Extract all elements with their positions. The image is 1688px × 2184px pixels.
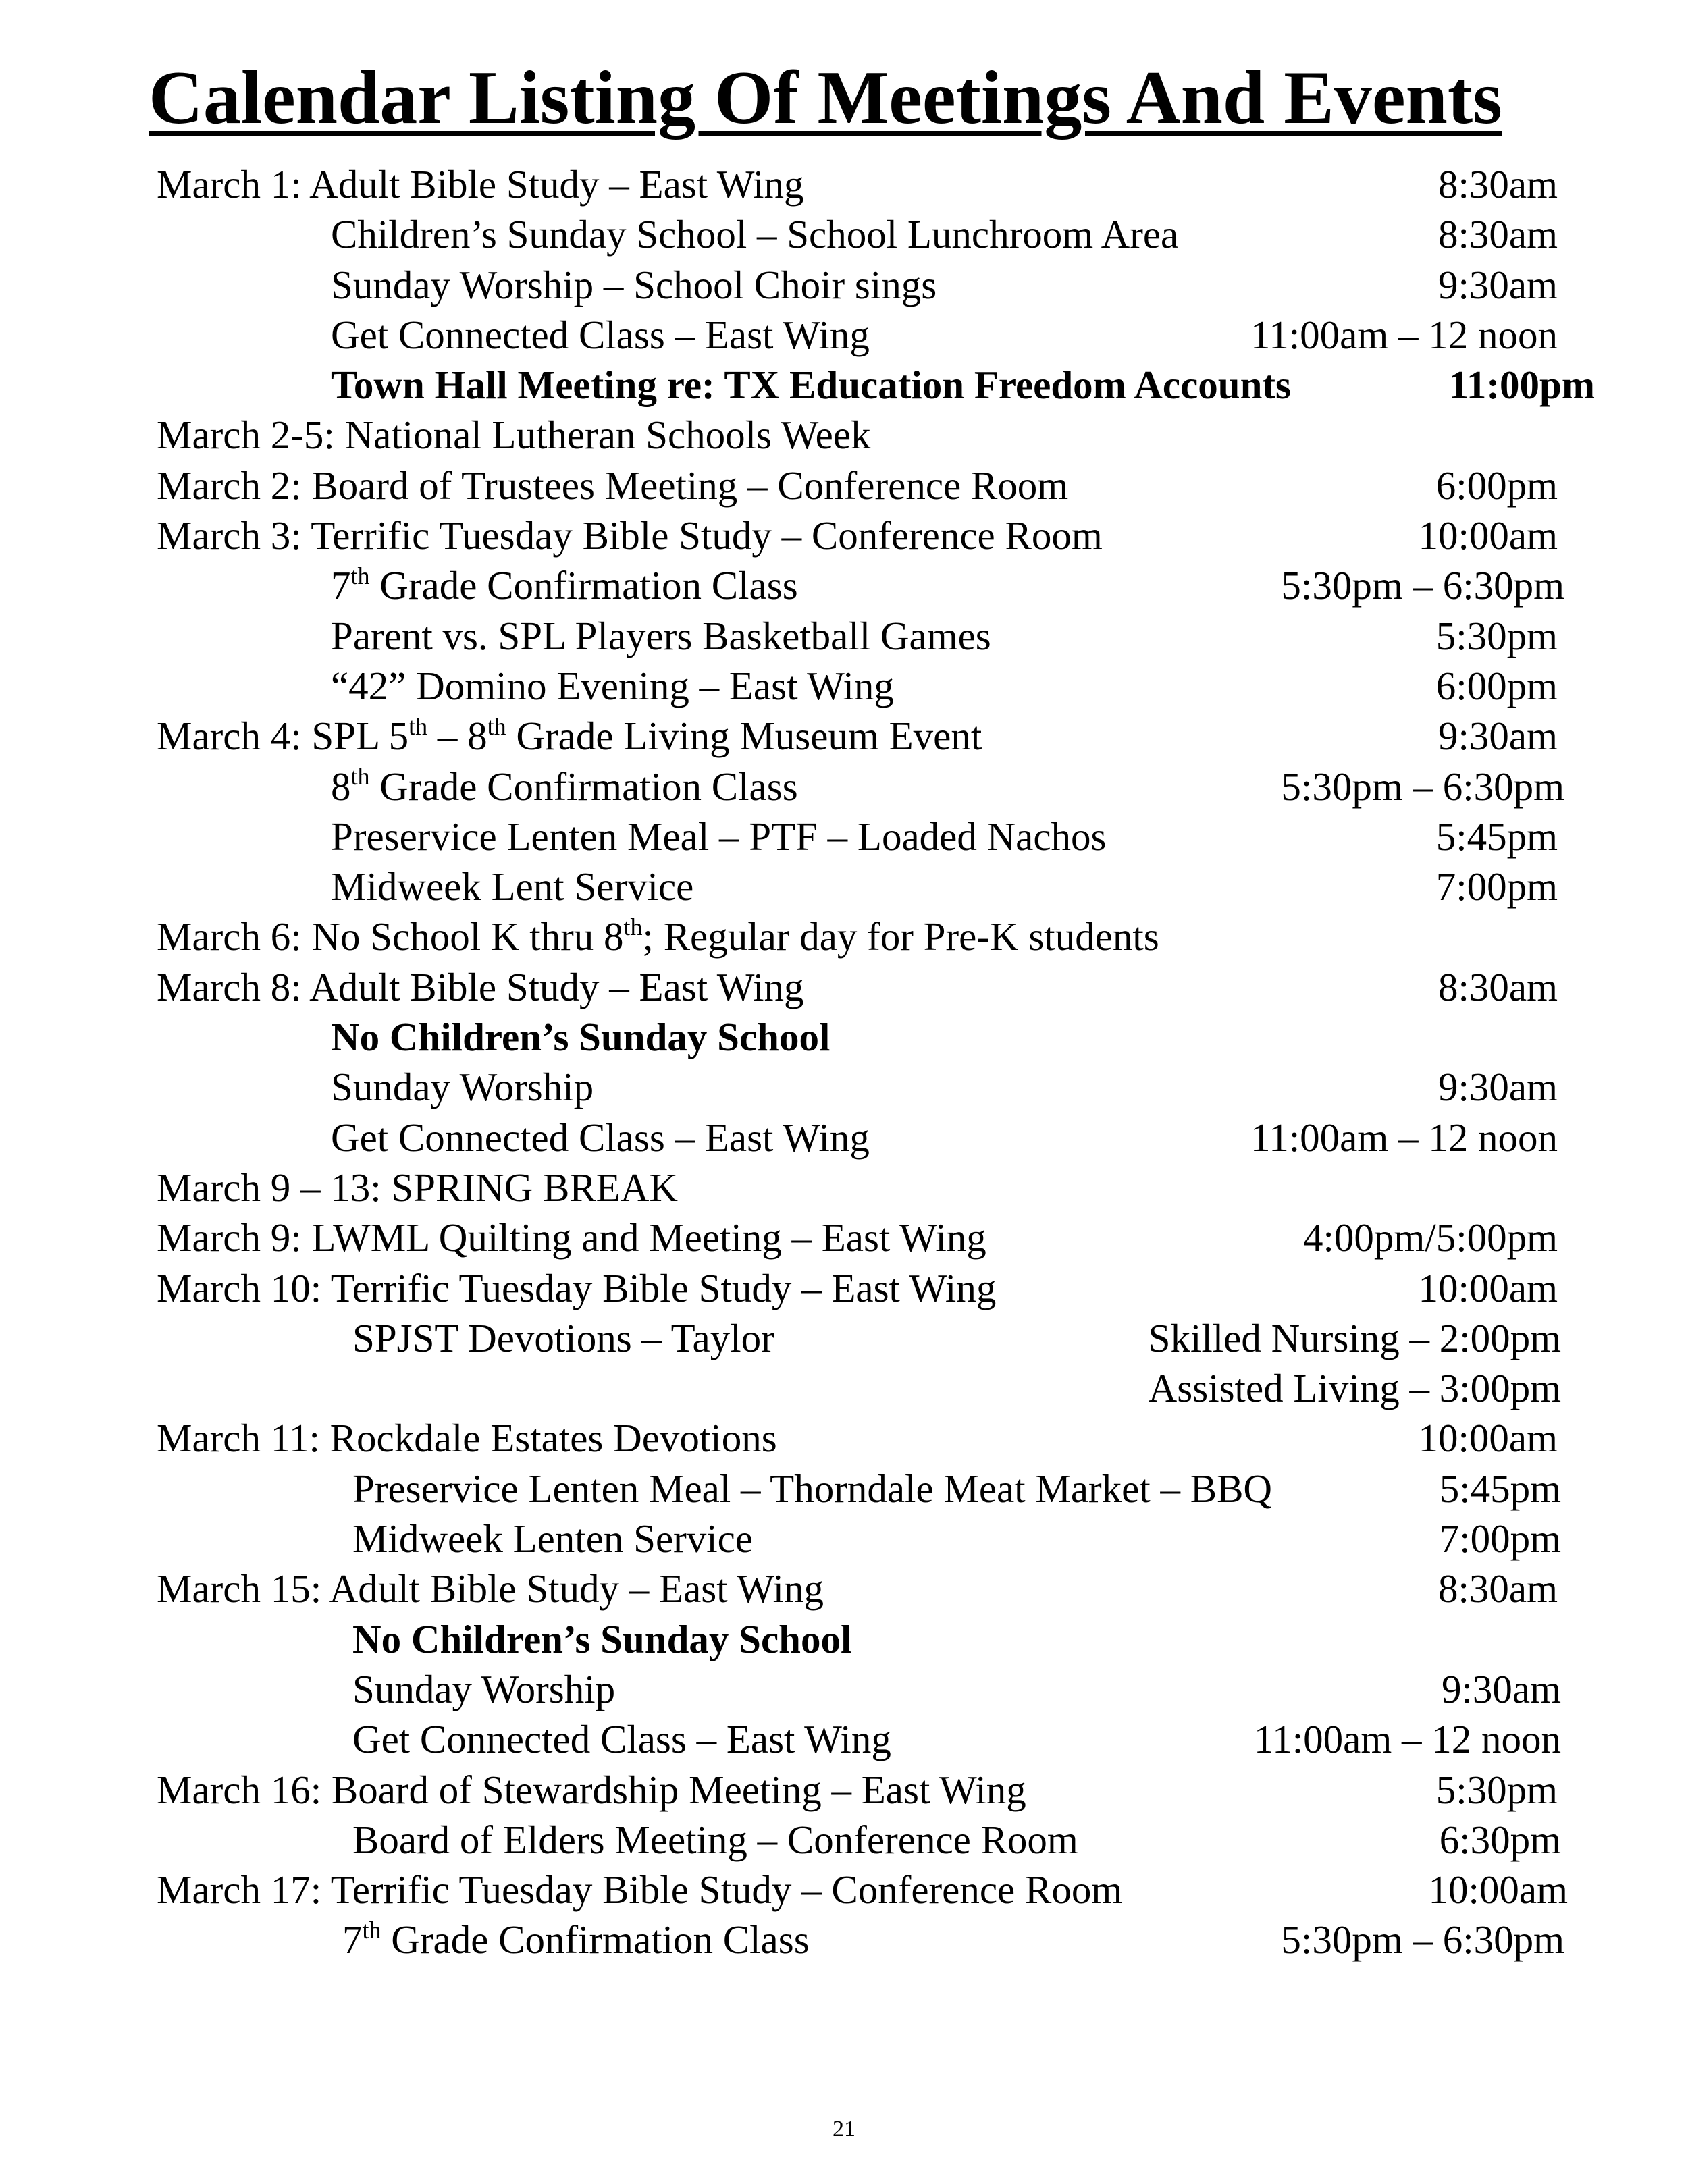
- event-label: Get Connected Class – East Wing: [331, 312, 870, 357]
- event-time: 6:00pm: [1435, 462, 1558, 508]
- event-label: No Children’s Sunday School: [352, 1616, 852, 1661]
- event-time: 7:00pm: [1439, 1516, 1561, 1562]
- listing-row: [157, 811, 1558, 861]
- listing-row: [157, 1263, 1558, 1313]
- listing-row: [157, 661, 1558, 711]
- event-time: 11:00pm: [1448, 363, 1595, 408]
- event-label: Preservice Lenten Meal – PTF – Loaded Nachos: [331, 814, 1107, 859]
- event-label: Sunday Worship – School Choir sings: [331, 262, 937, 307]
- event-time: 5:45pm: [1435, 814, 1558, 859]
- listing-row: [157, 1163, 1558, 1213]
- event-time: 5:30pm: [1435, 613, 1558, 658]
- listing-row: [157, 762, 1564, 811]
- event-label: March 16: Board of Stewardship Meeting – East Wing: [157, 1767, 1026, 1812]
- listing-row: [157, 560, 1564, 610]
- listing-row: [157, 410, 1558, 460]
- event-label: 7th Grade Confirmation Class: [331, 562, 798, 608]
- listing-row: [157, 310, 1558, 360]
- listing-row: [157, 911, 1558, 961]
- listing-row: [157, 159, 1558, 209]
- listing-row: [157, 1213, 1558, 1262]
- listing-row: [157, 1815, 1561, 1865]
- event-label: March 1: Adult Bible Study – East Wing: [157, 162, 804, 207]
- event-time: 11:00am – 12 noon: [1250, 312, 1558, 357]
- listing-row: [157, 1664, 1561, 1714]
- listing-row-highlight: [157, 1012, 1558, 1062]
- event-time: 9:30am: [1442, 1666, 1561, 1711]
- event-label: March 2-5: National Lutheran Schools Week: [157, 412, 871, 458]
- event-label: SPJST Devotions – Taylor: [352, 1315, 774, 1360]
- event-time: 6:00pm: [1435, 663, 1558, 708]
- event-time: 8:30am: [1438, 162, 1558, 207]
- event-time: 9:30am: [1438, 262, 1558, 307]
- event-time: 10:00am: [1418, 1265, 1558, 1310]
- event-time: 5:45pm: [1439, 1466, 1561, 1511]
- listing-row: [157, 1514, 1561, 1564]
- event-time: 9:30am: [1438, 714, 1558, 759]
- event-label: Midweek Lent Service: [331, 864, 694, 909]
- event-label: March 3: Terrific Tuesday Bible Study – Conference Room: [157, 513, 1103, 558]
- event-label: Children’s Sunday School – School Lunchroom Area: [331, 212, 1179, 257]
- event-time: 11:00am – 12 noon: [1253, 1717, 1561, 1762]
- event-time: 7:00pm: [1435, 864, 1558, 909]
- event-label: March 6: No School K thru 8th; Regular day for Pre-K students: [157, 913, 1159, 959]
- event-label: March 11: Rockdale Estates Devotions: [157, 1416, 777, 1461]
- event-label: Get Connected Class – East Wing: [352, 1717, 891, 1762]
- event-label: Parent vs. SPL Players Basketball Games: [331, 613, 991, 658]
- event-label: Midweek Lenten Service: [352, 1516, 754, 1562]
- event-label: March 9: LWML Quilting and Meeting – East Wing: [157, 1215, 986, 1260]
- event-time: 5:30pm – 6:30pm: [1281, 563, 1564, 608]
- listing-row: [157, 209, 1558, 259]
- event-label: Sunday Worship: [352, 1666, 616, 1711]
- event-label: Town Hall Meeting re: TX Education Freedom Accounts: [331, 363, 1292, 408]
- event-time: 10:00am: [1428, 1867, 1568, 1913]
- event-label: March 2: Board of Trustees Meeting – Conference Room: [157, 462, 1069, 508]
- page-number: 21: [833, 2116, 855, 2141]
- event-time: 5:30pm: [1435, 1767, 1558, 1812]
- listing-row: [157, 1865, 1568, 1915]
- event-time: Skilled Nursing – 2:00pm: [1148, 1315, 1561, 1360]
- listing-row: [157, 711, 1558, 761]
- listing-row: [157, 510, 1558, 560]
- listing-row: [157, 1714, 1561, 1764]
- event-label: Board of Elders Meeting – Conference Room: [352, 1817, 1078, 1862]
- event-time: 4:00pm/5:00pm: [1303, 1215, 1558, 1260]
- calendar-listing: [157, 159, 1595, 1965]
- event-time: 10:00am: [1418, 1416, 1558, 1461]
- listing-row: [157, 460, 1558, 510]
- listing-row-highlight: [157, 360, 1595, 410]
- listing-row: [157, 611, 1558, 661]
- listing-row: [157, 1464, 1561, 1514]
- event-label: 7th Grade Confirmation Class: [342, 1916, 810, 1963]
- listing-row: [157, 1363, 1561, 1413]
- event-label: March 15: Adult Bible Study – East Wing: [157, 1566, 824, 1612]
- event-label: 8th Grade Confirmation Class: [331, 762, 798, 809]
- event-time: 8:30am: [1438, 964, 1558, 1009]
- event-label: March 8: Adult Bible Study – East Wing: [157, 964, 804, 1009]
- event-time: 6:30pm: [1439, 1817, 1561, 1862]
- event-time: 5:30pm – 6:30pm: [1281, 1917, 1564, 1963]
- event-time: Assisted Living – 3:00pm: [1148, 1366, 1561, 1411]
- event-time: 5:30pm – 6:30pm: [1281, 764, 1564, 809]
- event-label: “42” Domino Evening – East Wing: [331, 663, 894, 708]
- event-time: 10:00am: [1418, 513, 1558, 558]
- listing-row: [157, 861, 1558, 911]
- listing-row: [157, 1765, 1558, 1815]
- event-label: Get Connected Class – East Wing: [331, 1115, 870, 1160]
- listing-row: [157, 1564, 1558, 1614]
- event-label: Preservice Lenten Meal – Thorndale Meat Market – BBQ: [352, 1466, 1273, 1511]
- event-time: 9:30am: [1438, 1065, 1558, 1110]
- event-label: No Children’s Sunday School: [331, 1015, 830, 1060]
- event-label: March 17: Terrific Tuesday Bible Study – Conference Room: [157, 1867, 1123, 1913]
- event-label: Sunday Worship: [331, 1065, 594, 1110]
- listing-row: [157, 1313, 1561, 1363]
- page-title: Calendar Listing Of Meetings And Events: [149, 56, 1502, 140]
- event-label: March 4: SPL 5th – 8th Grade Living Museum Event: [157, 712, 982, 759]
- listing-row: [157, 1413, 1558, 1463]
- listing-row: [157, 260, 1558, 310]
- listing-row-highlight: [157, 1614, 1561, 1664]
- listing-row: [157, 1062, 1558, 1112]
- event-label: March 10: Terrific Tuesday Bible Study – East Wing: [157, 1265, 997, 1310]
- event-time: 11:00am – 12 noon: [1250, 1115, 1558, 1160]
- listing-row: [157, 1915, 1564, 1965]
- listing-row: [157, 962, 1558, 1012]
- event-label: March 9 – 13: SPRING BREAK: [157, 1165, 678, 1210]
- event-time: 8:30am: [1438, 1566, 1558, 1612]
- event-time: 8:30am: [1438, 212, 1558, 257]
- listing-row: [157, 1113, 1558, 1163]
